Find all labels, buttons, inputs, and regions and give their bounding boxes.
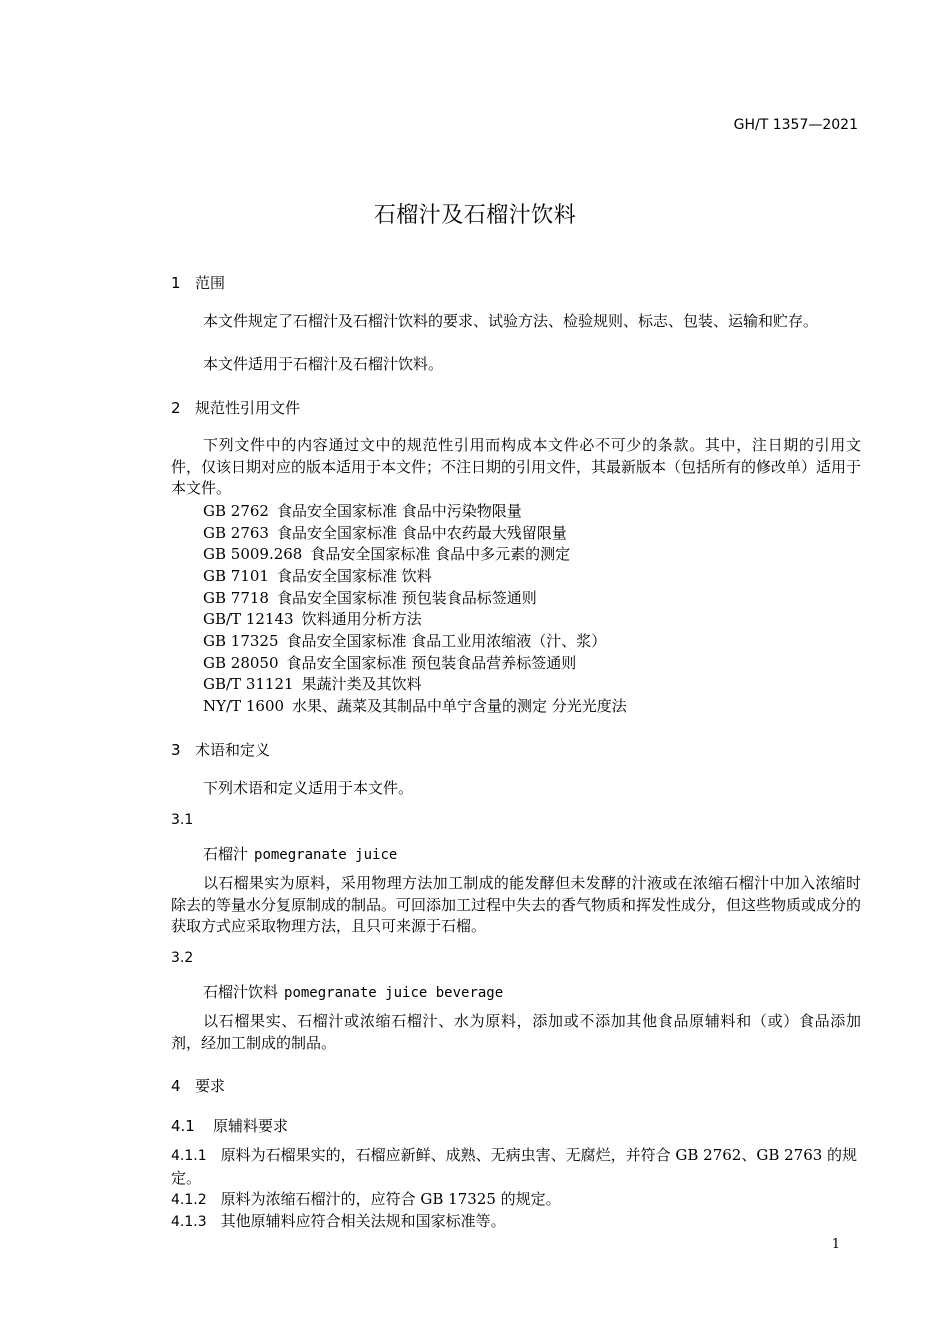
term-number: 3.1: [171, 812, 194, 828]
reference-item: [203, 696, 627, 718]
reference-code: GB 7101: [203, 567, 269, 585]
term-entry: [203, 843, 397, 864]
subsection-4-1-heading: [171, 1115, 288, 1136]
references-intro: 下列文件中的内容通过文中的规范性引用而构成本文件必不可少的条款。其中，注日期的引用文件，仅该日期对应的版本适用于本文件；不注日期的引用文件，其最新版本（包括所有的修改单）适用于本文件。: [171, 436, 862, 498]
section-number: 4: [171, 1077, 181, 1095]
reference-title: 食品安全国家标准 食品中农药最大残留限量: [276, 524, 567, 542]
section-number: 3: [171, 741, 181, 759]
reference-item: [203, 609, 422, 631]
term-definition: 以石榴果实、石榴汁或浓缩石榴汁、水为原料，添加或不添加其他食品原辅料和（或）食品添加剂，经加工制成的制品。: [171, 1012, 861, 1052]
reference-code: GB/T 12143: [203, 610, 294, 628]
reference-title: 食品安全国家标准 食品工业用浓缩液（汁、浆）: [286, 632, 607, 650]
section-1-heading: [171, 272, 225, 293]
section-2-heading: [171, 397, 300, 418]
section-title: 规范性引用文件: [195, 399, 301, 417]
clause-number: 4.1.3: [171, 1214, 207, 1230]
reference-title: 水果、蔬菜及其制品中单宁含量的测定 分光光度法: [292, 697, 627, 715]
section-4-heading: [171, 1075, 225, 1096]
document-title: 石榴汁及石榴汁饮料: [373, 203, 577, 228]
section-3-heading: [171, 739, 270, 760]
clause-text: 原料为浓缩石榴汁的，应符合 GB 17325 的规定。: [220, 1190, 561, 1208]
standard-code: GH/T 1357—2021: [733, 117, 858, 133]
reference-code: GB 7718: [203, 589, 269, 607]
subsection-number: 4.1: [171, 1117, 195, 1135]
reference-code: GB 17325: [203, 632, 279, 650]
clause-number: 4.1.2: [171, 1192, 207, 1208]
reference-item: [203, 588, 537, 610]
reference-code: GB 2762: [203, 502, 269, 520]
section-number: 1: [171, 274, 181, 292]
scope-paragraph-2: 本文件适用于石榴汁及石榴汁饮料。: [203, 355, 444, 373]
reference-code: GB 5009.268: [203, 545, 303, 563]
reference-item: [203, 544, 570, 566]
reference-item: [203, 501, 522, 523]
clause-text: 其他原辅料应符合相关法规和国家标准等。: [220, 1212, 506, 1230]
reference-title: 食品安全国家标准 预包装食品营养标签通则: [286, 654, 577, 672]
term-number: 3.2: [171, 950, 194, 966]
reference-item: [203, 674, 422, 696]
reference-code: GB 2763: [203, 524, 269, 542]
section-number: 2: [171, 399, 181, 417]
section-title: 要求: [195, 1077, 226, 1095]
term-definition: 以石榴果实为原料，采用物理方法加工制成的能发酵但未发酵的汁液或在浓缩石榴汁中加入浓缩时除去的等量水分复原制成的制品。可回添加工过程中失去的香气物质和挥发性成分，但这些物质或成分的获取方式应采取物理方法，且只可来源于石榴。: [171, 874, 862, 936]
clause-4-1-3: [171, 1211, 861, 1234]
section-title: 范围: [195, 274, 226, 292]
clause-4-1-1: [171, 1145, 861, 1189]
reference-code: GB/T 31121: [203, 675, 294, 693]
scope-paragraph-1: 本文件规定了石榴汁及石榴汁饮料的要求、试验方法、检验规则、标志、包装、运输和贮存。: [203, 312, 819, 330]
reference-code: GB 28050: [203, 654, 279, 672]
reference-title: 食品安全国家标准 饮料: [276, 567, 432, 585]
term-entry: [203, 981, 503, 1002]
page-number: 1: [831, 1237, 840, 1252]
subsection-title: 原辅料要求: [213, 1117, 289, 1135]
reference-title: 饮料通用分析方法: [301, 610, 422, 628]
reference-item: [203, 566, 432, 588]
clause-text: 原料为石榴果实的，石榴应新鲜、成熟、无病虫害、无腐烂，并符合 GB 2762、GB 2763 的规定。: [171, 1146, 858, 1187]
reference-title: 食品安全国家标准 食品中多元素的测定: [310, 545, 571, 563]
term-english: pomegranate juice: [254, 847, 398, 863]
reference-item: [203, 653, 576, 675]
reference-item: [203, 631, 606, 653]
reference-code: NY/T 1600: [203, 697, 285, 715]
term-chinese: 石榴汁饮料: [203, 983, 279, 1001]
section-title: 术语和定义: [195, 741, 271, 759]
reference-title: 食品安全国家标准 食品中污染物限量: [276, 502, 522, 520]
clause-4-1-2: [171, 1189, 861, 1212]
terms-intro: 下列术语和定义适用于本文件。: [203, 779, 414, 797]
reference-item: [203, 523, 567, 545]
term-english: pomegranate juice beverage: [284, 985, 504, 1001]
reference-title: 食品安全国家标准 预包装食品标签通则: [276, 589, 537, 607]
clause-number: 4.1.1: [171, 1148, 207, 1164]
reference-title: 果蔬汁类及其饮料: [301, 675, 422, 693]
term-chinese: 石榴汁: [203, 845, 249, 863]
